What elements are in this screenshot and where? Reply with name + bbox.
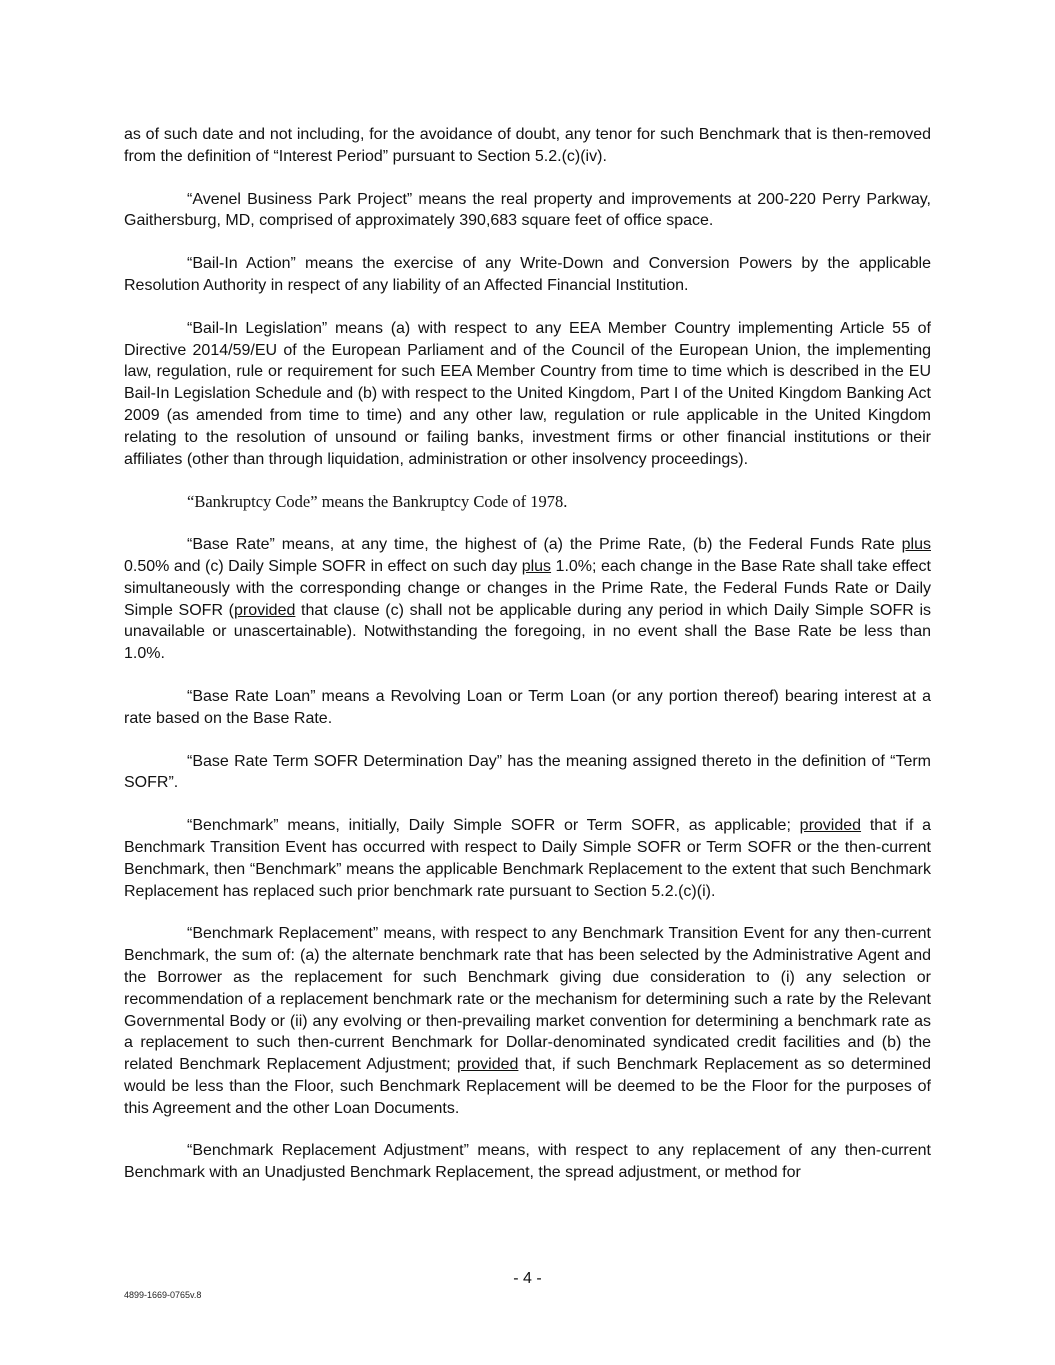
- benchmark-replacement-text-2: that, if such Benchmark Replacement as so determined would be less than the Floor, such Benchmark Replacement will be deemed to be the Floor for the purposes of this Agreement and the other Loan Documents.: [124, 1056, 931, 1117]
- definition-bail-in-action: “Bail-In Action” means the exercise of any Write-Down and Conversion Powers by the applicable Resolution Authority in respect of any liability of an Affected Financial Institution.: [124, 255, 931, 294]
- paragraph-continuation: as of such date and not including, for the avoidance of doubt, any tenor for such Benchmark that is then-removed from the definition of “Interest Period” pursuant to Section 5.2.(c)(iv).: [124, 126, 931, 165]
- definition-base-rate-term-sofr-determination-day: “Base Rate Term SOFR Determination Day” has the meaning assigned thereto in the definition of “Term SOFR”.: [124, 752, 931, 792]
- base-rate-text-1: “Base Rate” means, at any time, the highest of (a) the Prime Rate, (b) the Federal Funds Rate: [187, 536, 902, 554]
- definition-base-rate-loan: “Base Rate Loan” means a Revolving Loan or Term Loan (or any portion thereof) bearing interest at a rate based on the Base Rate.: [124, 687, 931, 727]
- benchmark-provided: provided: [799, 817, 862, 835]
- base-rate-plus-2: plus: [521, 557, 552, 575]
- benchmark-replacement-text-1: “Benchmark Replacement” means, with respect to any Benchmark Transition Event for any then-current Benchmark, the sum of: (a) the alternate benchmark rate that has been selected by the Administrative Agent and the Borrower as the replacement for such Benchmark giving due consideration to (i) any selection or recommendation of a replacement benchmark rate or the mechanism for determining such a rate by the Relevant Governmental Body or (ii) any evolving or then-prevailing market convention for determining a benchmark rate as a replacement to such then-current Benchmark for Dollar-denominated syndicated credit facilities and (b) the related Benchmark Replacement Adjustment;: [124, 925, 931, 1074]
- benchmark-replacement-provided: provided: [457, 1056, 519, 1074]
- base-rate-provided: provided: [234, 601, 296, 619]
- definition-benchmark: [124, 815, 931, 902]
- definition-bankruptcy-code: “Bankruptcy Code” means the Bankruptcy Code of 1978.: [187, 492, 568, 512]
- page-number: - 4 -: [513, 1270, 542, 1287]
- definition-base-rate: [124, 534, 931, 665]
- definition-avenel-business-park-project: “Avenel Business Park Project” means the real property and improvements at 200-220 Perry Parkway, Gaithersburg, MD, comprised of approximately 390,683 square feet of office space.: [124, 190, 931, 230]
- definition-benchmark-replacement: [124, 923, 931, 1119]
- document-body: [124, 124, 931, 1205]
- base-rate-text-2: 0.50% and (c) Daily Simple SOFR in effect on such day: [124, 557, 522, 575]
- benchmark-text-1: “Benchmark” means, initially, Daily Simple SOFR or Term SOFR, as applicable;: [187, 817, 800, 835]
- document-id: 4899-1669-0765v.8: [124, 1290, 202, 1300]
- definition-bail-in-legislation: “Bail-In Legislation” means (a) with respect to any EEA Member Country implementing Article 55 of Directive 2014/59/EU of the European Parliament and of the Council of the European Union, the implementing law, regulation, rule or requirement for such EEA Member Country from time to time which is described in the EU Bail-In Legislation Schedule and (b) with respect to the United Kingdom, Part I of the United Kingdom Banking Act 2009 (as amended from time to time) and any other law, regulation or rule applicable in the United Kingdom relating to the resolution of unsound or failing banks, investment firms or other financial institutions or their affiliates (other than through liquidation, administration or other insolvency proceedings).: [124, 319, 931, 468]
- benchmark-text-2: that if a Benchmark Transition Event has occurred with respect to Daily Simple SOFR or Term SOFR or the then-current Benchmark, then “Benchmark” means the applicable Benchmark Replacement to the extent that such Benchmark Replacement has replaced such prior benchmark rate pursuant to Section 5.2.(c)(i).: [124, 817, 931, 900]
- base-rate-text-4: that clause (c) shall not be applicable during any period in which Daily Simple SOFR is unavailable or unascertainable). Notwithstanding the foregoing, in no event shall the Base Rate be less than 1.0%.: [124, 601, 932, 663]
- base-rate-text-3: 1.0%; each change in the Base Rate shall take effect simultaneously with the corresponding change or changes in the Prime Rate, the Federal Funds Rate or Daily Simple SOFR (: [124, 557, 932, 619]
- base-rate-plus-1: plus: [901, 536, 931, 554]
- definition-benchmark-replacement-adjustment: “Benchmark Replacement Adjustment” means, with respect to any replacement of any then-current Benchmark with an Unadjusted Benchmark Replacement, the spread adjustment, or method for: [124, 1142, 931, 1182]
